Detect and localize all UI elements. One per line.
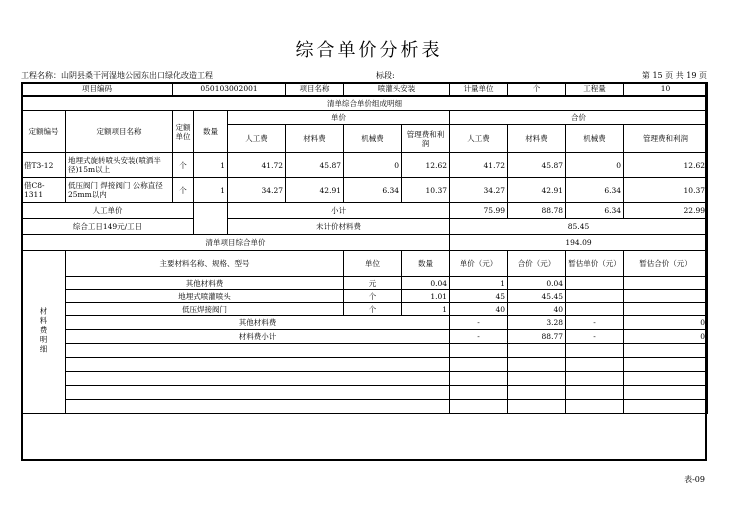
- section-label: 标段:: [376, 71, 395, 80]
- empty-row: [22, 386, 708, 400]
- quota-unit-header: 定额单位: [173, 111, 194, 153]
- other-material-value: 3.28: [508, 316, 566, 330]
- quota-unit: 个: [173, 153, 194, 178]
- material-price: 1: [450, 277, 508, 290]
- material-price: 45: [450, 290, 508, 303]
- mgmt-header: 管理费和利润: [624, 125, 708, 153]
- material-qty: 1: [402, 303, 450, 316]
- quota-qty: 1: [194, 178, 228, 203]
- material-header: 材料费: [286, 125, 344, 153]
- material-qty-header: 数量: [402, 251, 450, 277]
- material-price: 40: [450, 303, 508, 316]
- machine-header: 机械费: [344, 125, 402, 153]
- form-number: 表-09: [684, 475, 705, 484]
- material-unit: 元: [344, 277, 402, 290]
- total-material: 42.91: [508, 178, 566, 203]
- material-subtotal-est-value: 0: [624, 330, 708, 344]
- subtotal-label: 小计: [228, 203, 450, 219]
- empty-row: [22, 358, 708, 372]
- unit-label: 计量单位: [450, 83, 508, 96]
- material-subtotal-row: [22, 330, 708, 344]
- composite-value: 194.09: [450, 235, 708, 251]
- project-name: 工程名称：山阴县桑干河湿地公园东出口绿化改造工程: [21, 71, 213, 80]
- item-code-label: 项目编码: [22, 83, 173, 96]
- material-header-row: [22, 251, 708, 277]
- unit-material: 45.87: [286, 153, 344, 178]
- table-row: [22, 277, 708, 290]
- qty-label: 工程量: [566, 83, 624, 96]
- composite-label: 清单项目综合单价: [22, 235, 450, 251]
- composite-row: [22, 235, 708, 251]
- total-machine: 6.34: [566, 178, 624, 203]
- material-qty: 0.04: [402, 277, 450, 290]
- unit-labor: 41.72: [228, 153, 286, 178]
- material-subtotal-est-dash: -: [566, 330, 624, 344]
- detail-title: 清单综合单价组成明细: [22, 96, 708, 111]
- unit-machine: 6.34: [344, 178, 402, 203]
- total-labor: 34.27: [450, 178, 508, 203]
- labor-unit-label: 人工单价: [22, 203, 194, 219]
- total-price-header: 合价: [450, 111, 708, 125]
- quota-code: 借T3-12: [22, 153, 66, 178]
- total-machine: 0: [566, 153, 624, 178]
- unpriced-value: 85.45: [450, 219, 708, 235]
- quota-name: 地埋式旋转喷头安装(喷洒半径)15m以上: [66, 153, 173, 178]
- quota-qty: 1: [194, 153, 228, 178]
- unit-mgmt: 12.62: [402, 153, 450, 178]
- other-est-value: 0: [624, 316, 708, 330]
- item-info-row: [22, 83, 708, 96]
- total-material: 45.87: [508, 153, 566, 178]
- material-est-total-header: 暂估合价（元）: [624, 251, 708, 277]
- machine-header: 机械费: [566, 125, 624, 153]
- quota-name: 低压阀门 焊接阀门 公称直径25mm以内: [66, 178, 173, 203]
- material-price-header: 单价（元）: [450, 251, 508, 277]
- labor-header: 人工费: [450, 125, 508, 153]
- table-row: [22, 290, 708, 303]
- mgmt-header: 管理费和利润: [402, 125, 450, 153]
- table-row: [22, 178, 708, 203]
- material-name: 其他材料费: [66, 277, 344, 290]
- quantity-header: 数量: [194, 111, 228, 153]
- table-row: [22, 153, 708, 178]
- unpriced-label: 未计价材料费: [228, 219, 450, 235]
- material-total: 45.45: [508, 290, 566, 303]
- material-total-header: 合价（元）: [508, 251, 566, 277]
- empty-row: [22, 372, 708, 386]
- material-unit-header: 单位: [344, 251, 402, 277]
- material-header: 材料费: [508, 125, 566, 153]
- unit-mgmt: 10.37: [402, 178, 450, 203]
- unit-machine: 0: [344, 153, 402, 178]
- material-est-price-header: 暂估单价（元）: [566, 251, 624, 277]
- material-side-text: 材料费明细: [39, 307, 48, 355]
- other-material-row: [22, 316, 708, 330]
- item-name-label: 项目名称: [286, 83, 344, 96]
- material-subtotal-label: 材料费小计: [66, 330, 450, 344]
- subtotal-row: [22, 203, 708, 219]
- table-row: [22, 303, 708, 316]
- detail-title-row: [22, 96, 708, 111]
- other-material-label: 其他材料费: [66, 316, 450, 330]
- total-mgmt: 12.62: [624, 153, 708, 178]
- price-analysis-table: [21, 82, 708, 414]
- other-material-dash: -: [450, 316, 508, 330]
- material-subtotal-dash: -: [450, 330, 508, 344]
- empty-row: [22, 400, 708, 414]
- subtotal-material: 88.78: [508, 203, 566, 219]
- subtotal-labor: 75.99: [450, 203, 508, 219]
- subtotal-mgmt: 22.99: [624, 203, 708, 219]
- header-row-1: [22, 111, 708, 125]
- material-name: 地埋式喷灌喷头: [66, 290, 344, 303]
- unpriced-row: [22, 219, 708, 235]
- page-title: 综合单价分析表: [295, 40, 443, 61]
- unit-value: 个: [508, 83, 566, 96]
- quota-name-header: 定额项目名称: [66, 111, 173, 153]
- quota-code-header: 定额编号: [22, 111, 66, 153]
- quota-code: 借C8-1311: [22, 178, 66, 203]
- total-mgmt: 10.37: [624, 178, 708, 203]
- wage-label: 综合工日149元/工日: [22, 219, 194, 235]
- unit-price-header: 单价: [228, 111, 450, 125]
- unit-labor: 34.27: [228, 178, 286, 203]
- total-labor: 41.72: [450, 153, 508, 178]
- material-unit: 个: [344, 303, 402, 316]
- item-name: 喷灌头安装: [344, 83, 450, 96]
- subtotal-machine: 6.34: [566, 203, 624, 219]
- material-name: 低压焊接阀门: [66, 303, 344, 316]
- labor-header: 人工费: [228, 125, 286, 153]
- qty-value: 10: [624, 83, 708, 96]
- other-est-dash: -: [566, 316, 624, 330]
- material-subtotal-value: 88.77: [508, 330, 566, 344]
- material-name-header: 主要材料名称、规格、型号: [66, 251, 344, 277]
- material-total: 0.04: [508, 277, 566, 290]
- quota-unit: 个: [173, 178, 194, 203]
- unit-material: 42.91: [286, 178, 344, 203]
- material-total: 40: [508, 303, 566, 316]
- item-code: 050103002001: [173, 83, 286, 96]
- material-unit: 个: [344, 290, 402, 303]
- empty-row: [22, 344, 708, 358]
- page-info: 第 15 页 共 19 页: [641, 71, 707, 80]
- material-qty: 1.01: [402, 290, 450, 303]
- material-side-label: [22, 251, 66, 414]
